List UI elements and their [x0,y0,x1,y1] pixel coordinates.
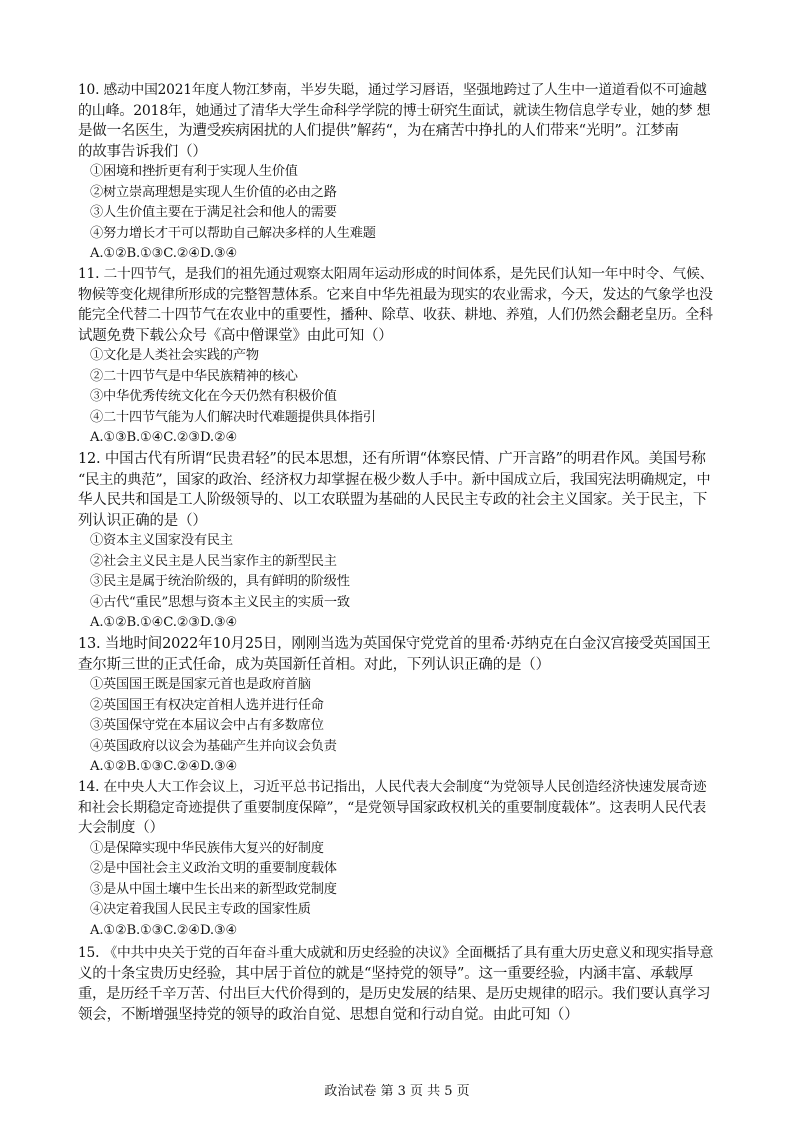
option-1: ①是保障实现中华民族伟大复兴的好制度 [90,840,324,856]
option-2: ②英国国王有权决定首相人选并进行任命 [90,697,324,713]
option-1: ①资本主义国家没有民主 [90,533,233,548]
answer-choices: A.①②B.①③C.②④D.③④ [90,246,238,261]
answer-choices: A.①②B.①④C.②③D.③④ [90,615,238,630]
question-stem-line: 10. 感动中国2021年度人物江梦南，半岁失聪，通过学习唇语，坚强地跨过了人生中一道道看似不可逾越 [78,82,707,98]
option-3: ③人生价值主要在于满足社会和他人的需要 [90,205,337,220]
question-stem-line: 列认识正确的是（） [78,512,207,529]
question-12 [78,449,714,634]
question-stem-line: 试题免费下载公众号《高中僧课堂》由此可知（） [78,327,393,344]
option-3: ③民主是属于统治阶级的，具有鲜明的阶级性 [90,574,350,589]
question-stem-line: 11. 二十四节气，是我们的祖先通过观察太阳周年运动形成的时间体系，是先民们认知一年中时令、气候、 [78,266,714,282]
question-stem-line: 的山峰。2018年，她通过了清华大学生命科学学院的博士研究生面试，就读生物信息学专业，她的梦 想 [78,102,711,119]
option-2: ②是中国社会主义政治文明的重要制度载体 [90,861,337,876]
question-stem-line: 大会制度（） [78,820,164,836]
option-4: ④努力增长才干可以帮助自己解决多样的人生难题 [90,225,376,241]
option-3: ③中华优秀传统文化在今天仍然有积极价值 [90,389,337,404]
question-stem-line: 能完全代替二十四节气在农业中的重要性，播种、除草、收获、耕地、养殖，人们仍然会翻老皇历。全科 [78,307,713,323]
option-1: ①困境和挫折更有利于实现人生价值 [90,164,298,179]
option-4: ④古代“重民”思想与资本主义民主的实质一致 [90,594,350,610]
option-2: ②社会主义民主是人民当家作主的新型民主 [90,553,337,569]
question-15 [78,943,714,1025]
question-stem-line: 13. 当地时间2022年10月25日，刚刚当选为英国保守党党首的里希·苏纳克在白金汉宫接受英国国王 [78,636,711,652]
question-stem-line: 15. 《中共中央关于党的百年奋斗重大成就和历史经验的决议》全面概括了具有重大历史意义和现实指导意 [78,945,714,961]
question-stem-line: 查尔斯三世的正式任命，成为英国新任首相。对此，下列认识正确的是（） [78,656,550,673]
question-stem-line: 华人民共和国是工人阶级领导的、以工农联盟为基础的人民民主专政的社会主义国家。关于民主，下 [78,492,708,508]
question-stem-line: “民主的典范”，国家的政治、经济权力却掌握在极少数人手中。新中国成立后，我国宪法明确规定，中 [78,471,711,488]
question-stem-line: 物候等变化规律所形成的完整智慧体系。它来自中华先祖最为现实的农业需求，今天，发达的气象学也没 [78,286,713,303]
question-stem-line: 的故事告诉我们（） [78,143,207,160]
answer-choices: A.①③B.①④C.②③D.②④ [90,430,238,445]
option-4: ④英国政府以议会为基础产生并向议会负责 [90,738,337,754]
question-stem-line: 领会，不断增强坚持党的领导的政治自觉、思想自觉和行动自觉。由此可知（） [78,1006,579,1023]
question-stem-line: 重，是历经千辛万苦、付出巨大代价得到的，是历史发展的结果、是历史规律的昭示。我们要认真学习 [78,986,711,1002]
option-2: ②树立崇高理想是实现人生价值的必由之路 [90,184,337,200]
question-stem-line: 14. 在中央人大工作会议上，习近平总书记指出，人民代表大会制度“为党领导人民创造经济快速发展奇迹 [78,779,707,795]
question-stem-line: 是做一名医生，为遭受疾病困扰的人们提供”解药“，为在痛苦中挣扎的人们带来“光明”。江梦南 [78,123,679,139]
question-stem-line: 和社会长期稳定奇迹提供了重要制度保障”，“是党领导国家政权机关的重要制度载体”。这表明人民代表 [78,799,707,816]
option-3: ③是从中国土壤中生长出来的新型政党制度 [90,881,337,897]
question-stem-line: 义的十条宝贵历史经验，其中居于首位的就是“坚持党的领导”。这一重要经验，内涵丰富、承载厚 [78,965,694,982]
option-4: ④决定着我国人民民主专政的国家性质 [90,902,311,917]
page-footer: 政治试卷 第 3 页 共 5 页 [324,1084,470,1099]
option-1: ①文化是人类社会实践的产物 [90,348,259,363]
answer-choices: A.①②B.①③C.②④D.③④ [90,922,238,938]
question-13 [78,634,714,778]
question-14 [78,777,714,941]
option-2: ②二十四节气是中华民族精神的核心 [90,368,298,384]
option-1: ①英国国王既是国家元首也是政府首脑 [90,677,311,692]
option-3: ③英国保守党在本届议会中占有多数席位 [90,718,324,733]
question-10 [78,80,714,265]
question-stem-line: 12. 中国古代有所谓“民贵君轻”的民本思想，还有所谓“体察民情、广开言路”的明君作风。美国号称 [78,451,706,467]
answer-choices: A.①②B.①③C.②④D.③④ [90,759,238,774]
option-4: ④二十四节气能为人们解决时代难题提供具体指引 [90,409,376,425]
question-11 [78,264,714,449]
